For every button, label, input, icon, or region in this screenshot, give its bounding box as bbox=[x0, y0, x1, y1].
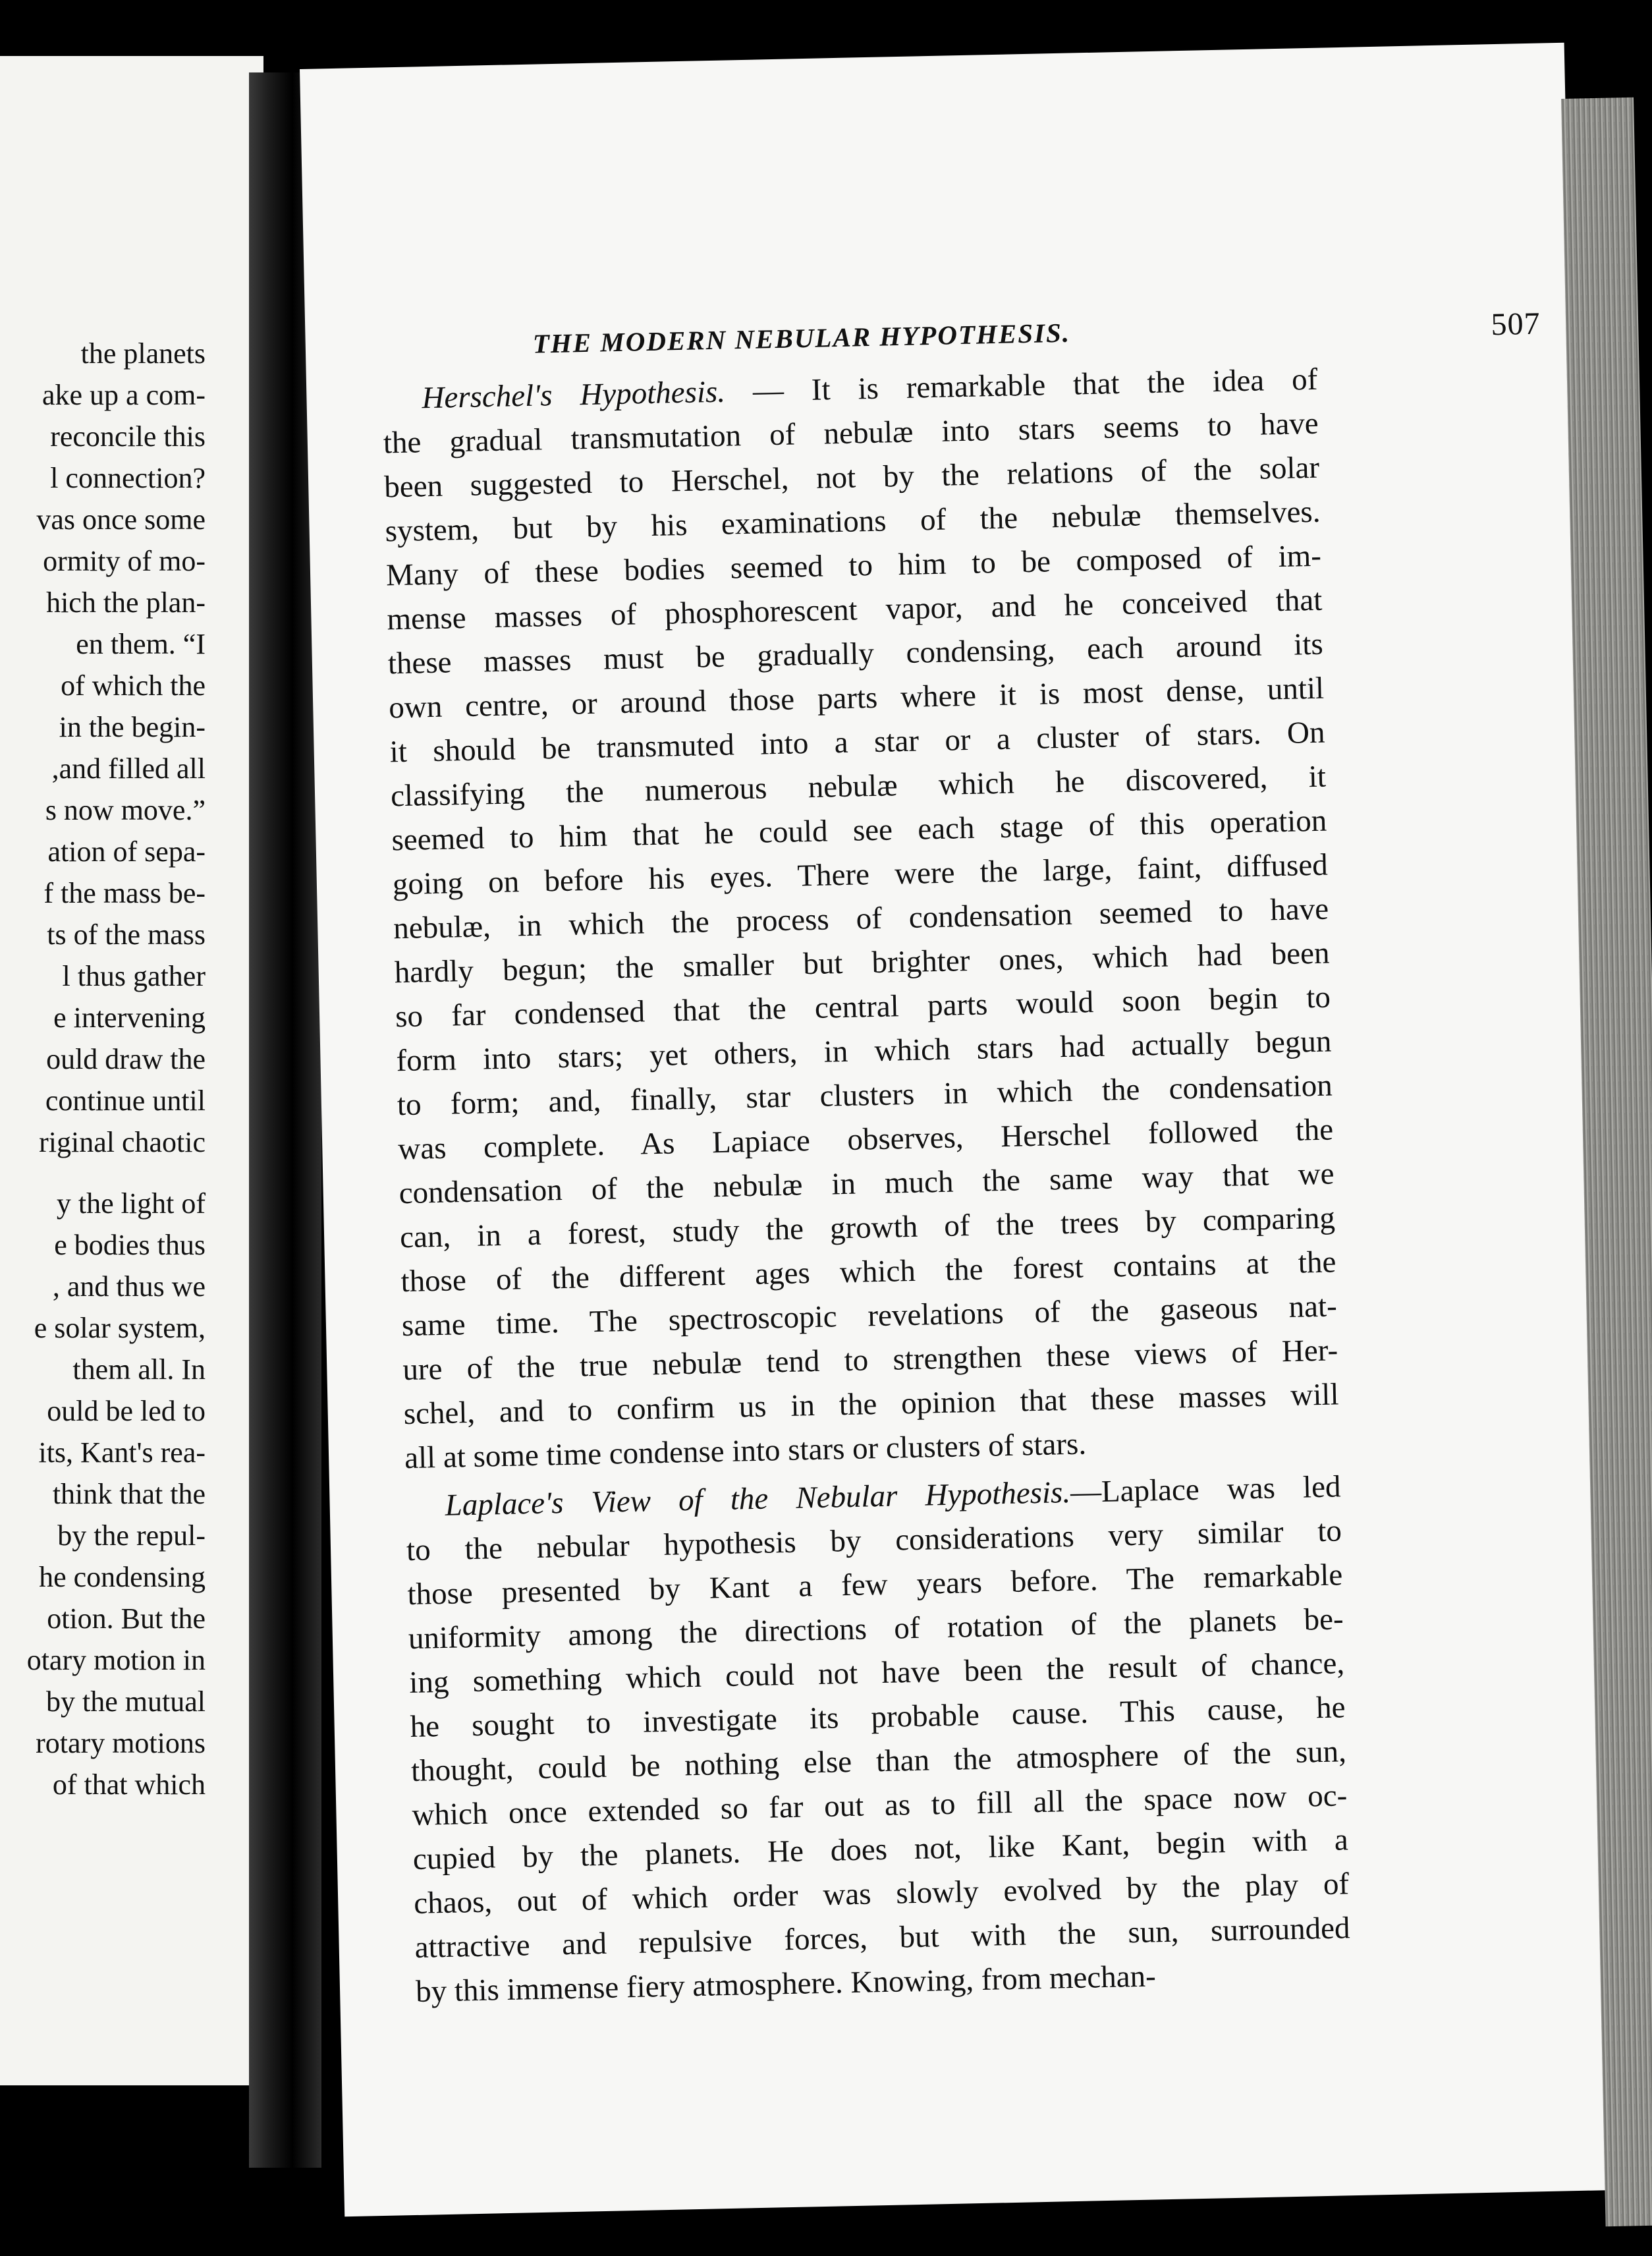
line-text: he sought to investigate its probable cause. This cause, he bbox=[410, 1690, 1346, 1745]
left-page-line: ,and filled all bbox=[51, 752, 206, 785]
line-text: the gradual transmutation of nebulæ into stars seems to have bbox=[383, 406, 1319, 461]
line-text: mense masses of phosphorescent vapor, and he conceived that bbox=[386, 582, 1323, 637]
line-text: same time. The spectroscopic revelations of the gaseous nat- bbox=[401, 1289, 1338, 1343]
line-text: so far condensed that the central parts would soon begin to bbox=[395, 980, 1331, 1034]
line-text: uniformity among the directions of rotation of the planets be- bbox=[408, 1602, 1344, 1656]
left-page-line: its, Kant's rea- bbox=[38, 1436, 206, 1469]
line-text: can, in a forest, study the growth of the trees by comparing bbox=[399, 1200, 1336, 1255]
line-text: to form; and, finally, star clusters in which the condensation bbox=[397, 1068, 1333, 1123]
left-page-line: hich the plan- bbox=[46, 586, 206, 619]
page-number: 507 bbox=[1490, 306, 1541, 343]
left-page-line: l connection? bbox=[50, 462, 206, 494]
line-text: those of the different ages which the forest contains at the bbox=[400, 1245, 1336, 1299]
line-text: been suggested to Herschel, not by the relations of the solar bbox=[383, 450, 1320, 505]
left-page-line: ake up a com- bbox=[42, 379, 206, 411]
line-text: chaos, out of which order was slowly evolved by the play of bbox=[413, 1867, 1350, 1921]
line-text: — It is remarkable that the idea of bbox=[725, 362, 1318, 409]
left-page-line: he condensing bbox=[39, 1561, 206, 1593]
left-page-text bbox=[0, 333, 206, 1805]
line-text: schel, and to confirm us in the opinion that these masses will bbox=[403, 1377, 1340, 1432]
left-page-line: e solar system, bbox=[34, 1312, 206, 1344]
left-page-line: , and thus we bbox=[52, 1270, 206, 1303]
line-text: Many of these bodies seemed to him to be composed of im- bbox=[385, 538, 1322, 593]
line-text: classifying the numerous nebulæ which he discovered, it bbox=[390, 759, 1327, 814]
line-text: seemed to him that he could see each stage of this operation bbox=[391, 803, 1327, 858]
paragraph-herschel bbox=[382, 358, 1340, 1480]
body-text bbox=[382, 358, 1352, 2014]
left-facing-page bbox=[0, 56, 263, 2085]
left-page-line: en them. “I bbox=[76, 628, 206, 660]
left-page-line: y the light of bbox=[56, 1187, 206, 1220]
left-page-line: vas once some bbox=[36, 503, 206, 536]
line-text: was complete. As Lapiace observes, Herschel followed the bbox=[397, 1112, 1334, 1167]
left-page-line: ould be led to bbox=[47, 1395, 206, 1427]
line-text: all at some time condense into stars or clusters of stars. bbox=[404, 1426, 1087, 1476]
left-page-line: f the mass be- bbox=[43, 877, 206, 909]
left-page-line: of that which bbox=[52, 1768, 206, 1801]
line-text: nebulæ, in which the process of condensation seemed to have bbox=[393, 891, 1329, 946]
paragraph-heading: Herschel's Hypothesis. bbox=[421, 374, 726, 416]
left-page-line: the planets bbox=[80, 337, 206, 370]
line-text: thought, could be nothing else than the atmosphere of the sun, bbox=[410, 1734, 1347, 1789]
left-page-line: ormity of mo- bbox=[43, 545, 206, 577]
left-page-line: in the begin- bbox=[59, 711, 206, 743]
left-page-line bbox=[0, 1163, 206, 1183]
left-page-line: otion. But the bbox=[47, 1602, 206, 1635]
left-page-line: rotary motions bbox=[36, 1727, 206, 1759]
line-text: system, but by his examinations of the nebulæ themselves. bbox=[385, 494, 1321, 549]
running-head bbox=[532, 306, 1541, 359]
line-text: to the nebular hypothesis by considerations very similar to bbox=[406, 1513, 1342, 1568]
left-page-line: think that the bbox=[52, 1478, 206, 1510]
left-page-line: continue until bbox=[45, 1085, 206, 1117]
left-page-line: otary motion in bbox=[26, 1644, 206, 1676]
left-page-line: of which the bbox=[61, 669, 206, 702]
line-text: which once extended so far out as to fill all the space now oc- bbox=[411, 1778, 1348, 1833]
line-text: condensation of the nebulæ in much the same way that we bbox=[399, 1156, 1335, 1211]
line-text: those presented by Kant a few years before. The remarkable bbox=[406, 1558, 1343, 1612]
line-text: hardly begun; the smaller but brighter ones, which had been bbox=[394, 936, 1330, 990]
left-page-line: ation of sepa- bbox=[47, 835, 206, 868]
line-text: these masses must be gradually condensing, each around its bbox=[387, 627, 1324, 681]
line-text: ure of the true nebulæ tend to strengthen these views of Her- bbox=[402, 1333, 1338, 1388]
left-page-line: l thus gather bbox=[62, 960, 206, 992]
left-page-line: by the mutual bbox=[46, 1685, 206, 1718]
left-page-line: riginal chaotic bbox=[39, 1126, 206, 1158]
line-text: by this immense fiery atmosphere. Knowing, from mechan- bbox=[415, 1959, 1157, 2009]
line-text: cupied by the planets. He does not, like Kant, begin with a bbox=[412, 1822, 1349, 1876]
line-text: attractive and repulsive forces, but with the sun, surrounded bbox=[414, 1911, 1350, 1965]
left-page-line: s now move.” bbox=[45, 794, 206, 826]
left-page-line: them all. In bbox=[72, 1353, 206, 1386]
line-text: ing something which could not have been the result of chance, bbox=[408, 1646, 1345, 1701]
line-text: it should be transmuted into a star or a cluster of stars. On bbox=[389, 715, 1325, 770]
line-text: going on before his eyes. There were the large, faint, diffused bbox=[392, 847, 1329, 902]
left-page-line: ts of the mass bbox=[47, 918, 206, 951]
left-page-line: e intervening bbox=[53, 1001, 206, 1034]
left-page-line: reconcile this bbox=[50, 420, 206, 453]
right-page bbox=[300, 43, 1609, 2216]
line-text: —Laplace was led bbox=[1070, 1469, 1341, 1509]
paragraph-heading: Laplace's View of the Nebular Hypothesis. bbox=[445, 1475, 1071, 1523]
paragraph-laplace bbox=[405, 1465, 1352, 2014]
line-text: form into stars; yet others, in which stars had actually begun bbox=[396, 1024, 1332, 1079]
line-text: own centre, or around those parts where it is most dense, until bbox=[388, 671, 1325, 725]
left-page-line: by the repul- bbox=[57, 1519, 206, 1552]
running-head-title: THE MODERN NEBULAR HYPOTHESIS. bbox=[532, 317, 1071, 359]
left-page-line: ould draw the bbox=[46, 1043, 206, 1075]
left-page-line: e bodies thus bbox=[54, 1229, 206, 1261]
